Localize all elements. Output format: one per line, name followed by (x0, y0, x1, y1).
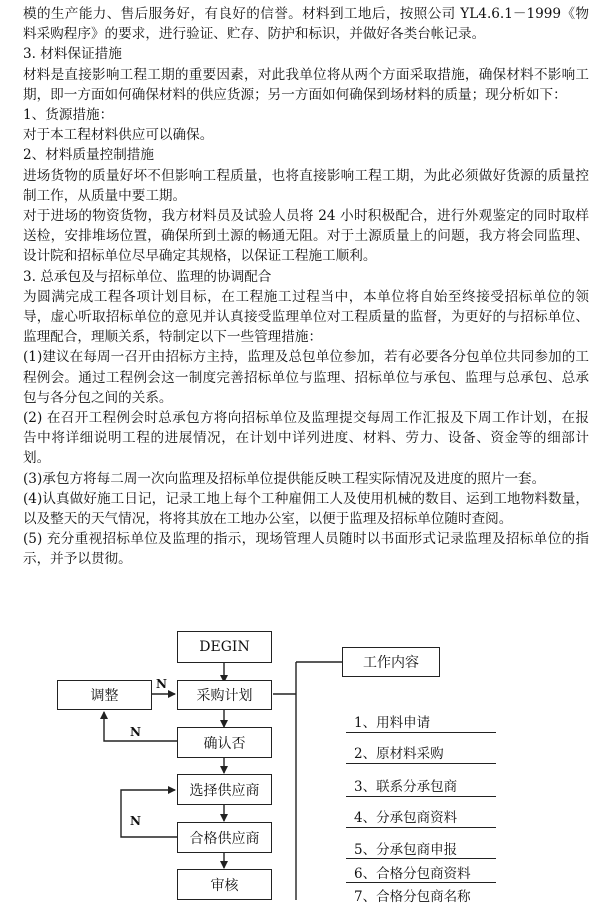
work-item: 4、分承包商资料 (354, 810, 458, 826)
section-heading: 3. 总承包及与招标单位、监理的协调配合 (23, 268, 272, 285)
select-supplier-node: 选择供应商 (177, 774, 272, 805)
section-heading: 3. 材料保证措施 (23, 46, 122, 63)
work-item: 5、分承包商申报 (354, 842, 458, 858)
no-label-qualified: N (130, 814, 141, 828)
no-label-confirm: N (130, 725, 141, 739)
list-item: (5) 充分重视招标单位及监理的指示，现场管理人员随时以书面形式记录监理及招标单位的指示，并予以贯彻。 (23, 531, 589, 568)
confirm-node: 确认否 (177, 727, 272, 758)
work-item: 2、原材料采购 (354, 746, 444, 762)
work-item-underline (346, 827, 496, 828)
purchase-plan-node: 采购计划 (177, 680, 272, 710)
paragraph: 材料是直接影响工程工期的重要因素，对此我单位将从两个方面采取措施，确保材料不影响工期，即一方面如何确保材料的供应货源；另一方面如何确保到场材料的质量；现分析如下： (23, 66, 589, 103)
qualified-supplier-node: 合格供应商 (177, 822, 272, 853)
work-item-underline (346, 796, 496, 797)
paragraph: 对于本工程材料供应可以确保。 (23, 127, 214, 144)
flowchart-connectors (0, 600, 606, 906)
document-body (23, 4, 589, 570)
subheading: 2、材料质量控制措施 (23, 147, 154, 164)
list-item: (2) 在召开工程例会时总承包方将向招标单位及监理提交每周工作汇报及下周工作计划，在报告中将详细说明工程的进展情况，在计划中详列进度、材料、劳力、设备、资金等的细部计划。 (23, 410, 589, 467)
work-content-header: 工作内容 (342, 647, 440, 677)
work-item: 3、联系分承包商 (354, 779, 458, 795)
work-item-underline (346, 763, 496, 764)
work-item-underline (346, 882, 496, 883)
work-item-underline (346, 732, 496, 733)
adjust-node: 调整 (57, 680, 152, 710)
paragraph: 进场货物的质量好坏不但影响工程质量，也将直接影响工程工期，为此必须做好货源的质量控制工作，从质量中要工期。 (23, 167, 589, 204)
list-item: (4)认真做好施工日记，记录工地上每个工种雇佣工人及使用机械的数目、运到工地物料数量，以及整天的天气情况，将将其放在工地办公室，以便于监理及招标单位随时查阅。 (23, 490, 589, 528)
work-item: 6、合格分包商资料 (354, 866, 471, 882)
no-label-adjust: N (156, 677, 167, 691)
paragraph: 为圆满完成工程各项计划目标，在工程施工过程当中，本单位将自始至终接受招标单位的领导，虚心听取招标单位的意见并认真接受监理单位对工程质量的监督，为更好的与招标单位、监理配合，理顺关系，特制定以下一些管理措施： (23, 288, 589, 346)
list-item: (1)建议在每周一召开由招标方主持，监理及总包单位参加，若有必要各分包单位共同参加的工程例会。通过工程例会这一制度完善招标单位与监理、招标单位与承包、监理与总承包、总承包与各分包之间的关系。 (23, 349, 589, 406)
subheading: 1、货源措施： (23, 107, 114, 124)
start-node: DEGIN (177, 631, 272, 663)
paragraph: 对于进场的物资货物，我方材料员及试验人员将 24 小时积极配合，进行外观鉴定的同时取样送检，安排堆场位置，确保所到土源的畅通无阻。对于土源质量上的问题，我方将会同监理、设计院和招标单位尽早确定其规格，以保证工程施工顺利。 (23, 208, 589, 265)
list-item: (3)承包方将每二周一次向监理及招标单位提供能反映工程实际情况及进度的照片一套。 (23, 470, 546, 487)
review-node: 审核 (177, 869, 272, 900)
work-item: 7、合格分包商名称 (354, 889, 471, 905)
procurement-flowchart (0, 600, 606, 906)
work-item: 1、用料申请 (354, 715, 431, 731)
paragraph: 模的生产能力、售后服务好，有良好的信誉。材料到工地后，按照公司 YL4.6.1－1999《物料采购程序》的要求，进行验证、贮存、防护和标识，并做好各类台帐记录。 (23, 6, 589, 43)
work-item-underline (346, 858, 496, 859)
